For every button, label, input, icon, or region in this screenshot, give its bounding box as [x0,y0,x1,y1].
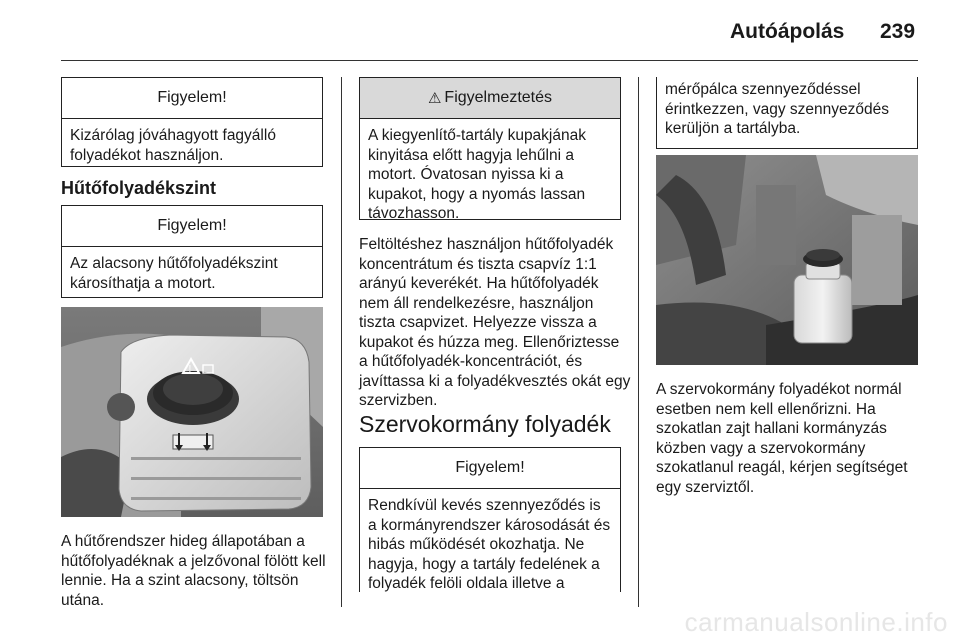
column-divider-1 [341,77,342,607]
notice-title: Figyelem! [360,448,620,489]
notice-box-coolant-level [61,205,323,298]
notice-box-continued [656,77,918,149]
notice-title: Figyelem! [62,206,322,247]
power-steering-paragraph: A szervokormány folyadékot normál esetben nem kell ellenőrizni. Ha szokatlan zajt hallani kormányzás közben vagy a szervokormány szokatlanul reagál, kérjen segítséget egy szerviztől. [656,381,908,496]
page-number: 239 [880,20,916,43]
coolant-reservoir-photo [61,307,323,517]
svg-text:!: ! [188,364,192,375]
column-divider-2 [638,77,639,607]
power-steering-reservoir-photo [656,155,918,365]
warning-box-reservoir [359,77,621,220]
warning-body: A kiegyenlítő-tartály kupakjának kinyitása előtt hagyja lehűlni a motort. Óvatosan nyissa ki a kupakot, hogy a nyomás lassan távozhasson. [368,127,586,222]
warning-title: Figyelmeztetés [444,89,553,106]
notice-body: Kizárólag jóváhagyott fagyálló folyadékot használjon. [70,127,276,164]
notice-body: mérőpálca szennyeződéssel érintkezzen, vagy szennyeződés kerüljön a tartályba. [665,81,890,137]
notice-body: Rendkívül kevés szennyeződés is a kormányrendszer károsodását és hibás működését okozhatja. Ne hagyja, hogy a tartály fedelének a folyadék felöli oldala illetve a [368,497,611,592]
filling-paragraph: Feltöltéshez használjon hűtőfolyadék koncentrátum és tiszta csapvíz 1:1 arányú keverékét. Ha hűtőfolyadék nem áll rendelkezésre, használjon tiszta csapvizet. Helyezze vissza a kupakot és húzza meg. Ellenőriztesse a hűtőfolyadék-koncentrációt, és javíttassa ki a folyadékvesztés okát egy szervizben. [359,236,631,409]
notice-box-power-steering [359,447,621,592]
notice-box-antifreeze [61,77,323,167]
watermark: carmanualsonline.info [684,607,948,637]
coolant-paragraph: A hűtőrendszer hideg állapotában a hűtőfolyadéknak a jelzővonal fölött kell lennie. Ha a szint alacsony, töltsön utána. [61,533,326,609]
notice-title: Figyelem! [62,78,322,119]
warning-header [360,78,620,119]
notice-body: Az alacsony hűtőfolyadékszint károsíthatja a motort. [70,255,278,292]
header-rule [61,60,918,61]
section-title-power-steering: Szervokormány folyadék [359,411,611,437]
section-title-coolant-level: Hűtőfolyadékszint [61,178,217,198]
running-header-title: Autóápolás [730,20,845,43]
warning-triangle-icon: ⚠ [427,90,442,107]
